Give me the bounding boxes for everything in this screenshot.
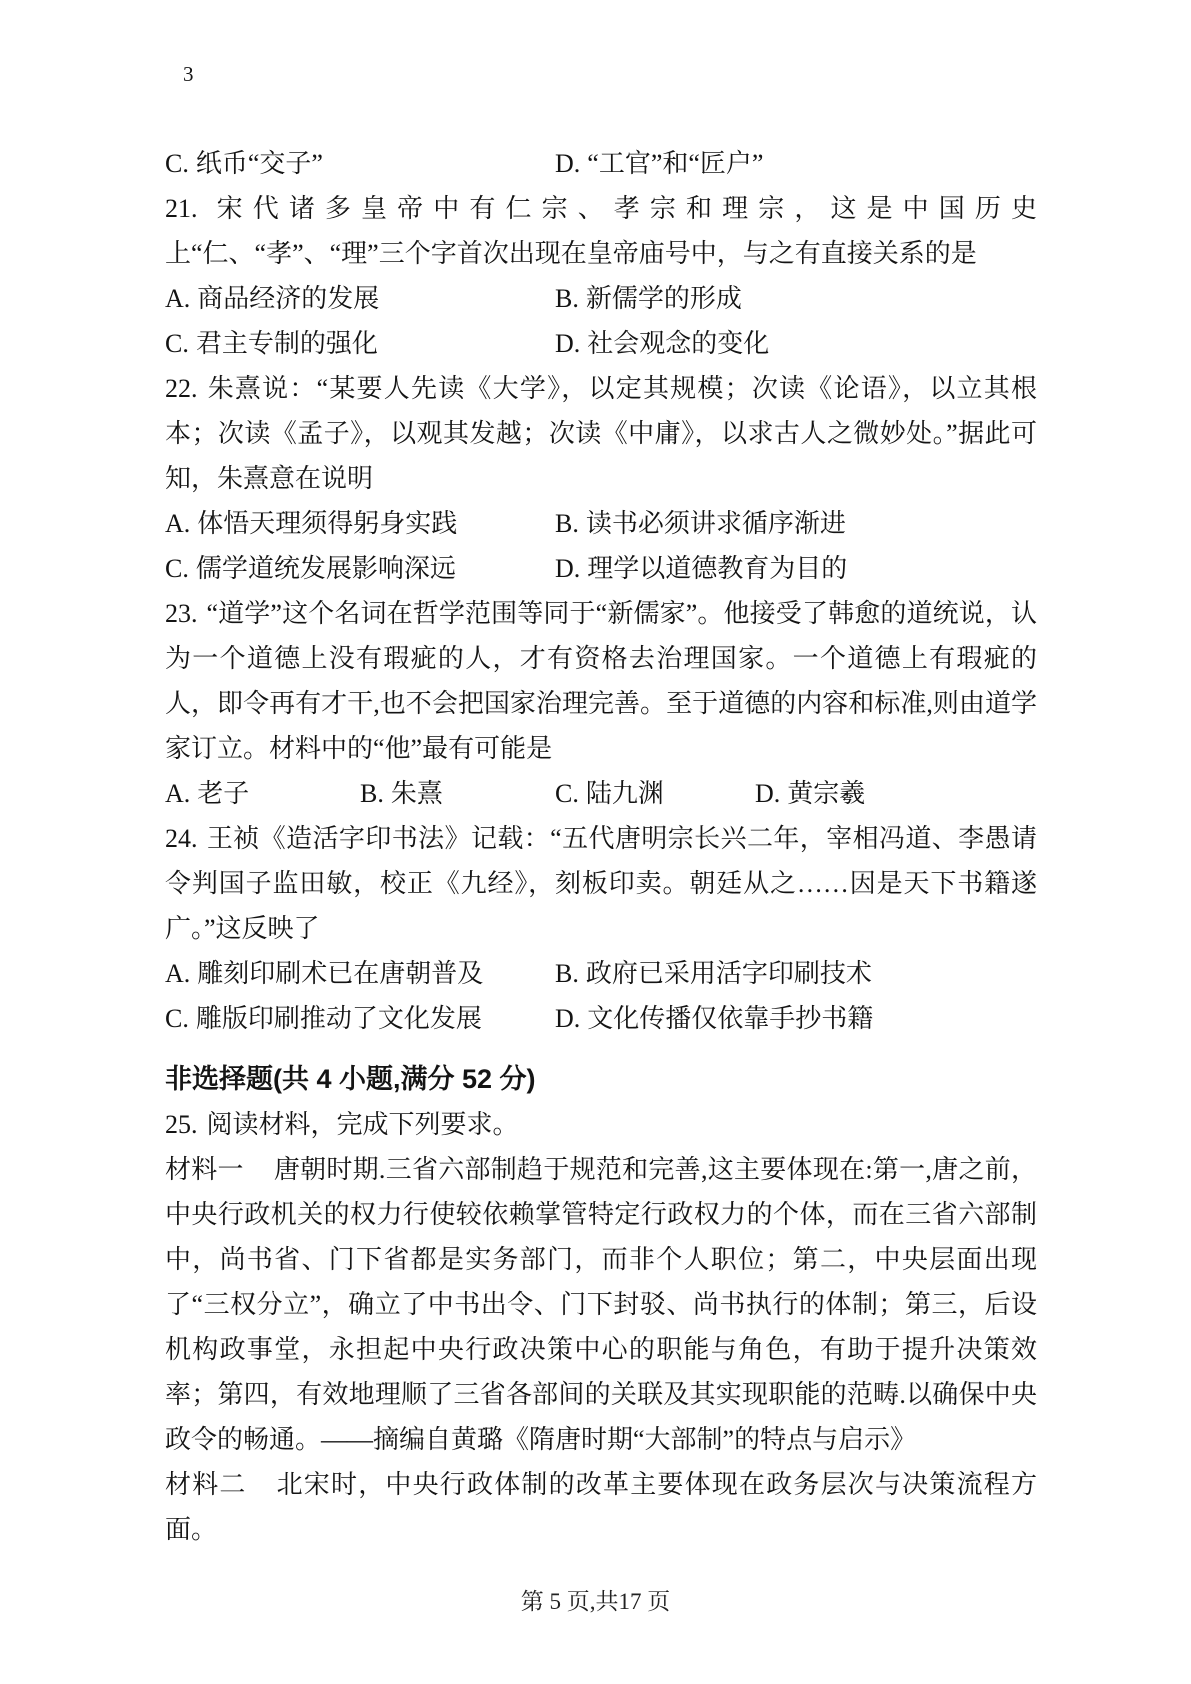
option-text: 商品经济的发展 <box>197 284 380 313</box>
option-d <box>555 141 763 186</box>
question21-options-row-cd <box>165 321 1037 366</box>
option-label: C. <box>165 149 189 178</box>
option-d <box>555 996 873 1041</box>
option-text: 新儒学的形成 <box>585 284 742 313</box>
question25-material2 <box>165 1462 1037 1552</box>
option-label: B. <box>555 284 579 313</box>
option-label: D. <box>555 554 581 583</box>
question25-material1 <box>165 1147 1037 1462</box>
option-text: 雕版印刷推动了文化发展 <box>195 1004 482 1033</box>
material2-label: 材料二 <box>165 1470 247 1499</box>
page-footer: 第 5 页,共17 页 <box>520 1589 671 1614</box>
option-label: C. <box>165 554 189 583</box>
page-margin-number: 3 <box>183 62 194 86</box>
question21-options-row-ab <box>165 276 1037 321</box>
question-number: 25. <box>165 1110 198 1139</box>
material2-text: 北宋时，中央行政体制的改革主要体现在政务层次与决策流程方面。 <box>165 1470 1037 1544</box>
option-label: D. <box>555 329 581 358</box>
question24-options-row-cd <box>165 996 1037 1041</box>
question-number: 22. <box>165 374 198 403</box>
option-b <box>555 501 846 546</box>
question21-stem <box>165 186 1037 276</box>
option-label: C. <box>165 329 189 358</box>
option-label: B. <box>555 509 579 538</box>
option-a <box>165 501 555 546</box>
question-stem-text: 王祯《造活字印书法》记载：“五代唐明宗长兴二年，宰相冯道、李愚请令判国子监田敏，校正《九经》，刻板印卖。朝廷从之……因是天下书籍遂广。”这反映了 <box>165 824 1037 943</box>
option-label: D. <box>755 779 781 808</box>
option-text: “工官”和“匠户” <box>587 149 764 178</box>
option-b <box>360 771 555 816</box>
question25-intro <box>165 1102 1037 1147</box>
option-b <box>555 951 872 996</box>
question20-options-row-cd <box>165 141 1037 186</box>
option-text: 老子 <box>197 779 250 808</box>
option-c <box>165 141 555 186</box>
option-c <box>165 546 555 591</box>
question22-options-row-ab <box>165 501 1037 546</box>
option-label: B. <box>360 779 384 808</box>
option-label: A. <box>165 509 191 538</box>
option-label: B. <box>555 959 579 988</box>
option-label: D. <box>555 149 581 178</box>
option-b <box>555 276 742 321</box>
option-c <box>555 771 755 816</box>
option-text: 政府已采用活字印刷技术 <box>585 959 872 988</box>
question-stem-text: 宋代诸多皇帝中有仁宗、孝宗和理宗，这是中国历史上“仁、“孝”、“理”三个字首次出现在皇帝庙号中，与之有直接关系的是 <box>165 194 1037 268</box>
question-number: 23. <box>165 599 198 628</box>
option-text: 纸币“交子” <box>195 149 323 178</box>
option-text: 黄宗羲 <box>787 779 866 808</box>
question23-stem <box>165 591 1037 771</box>
page-content <box>165 141 1037 1552</box>
question23-options-row <box>165 771 1037 816</box>
option-label: A. <box>165 959 191 988</box>
option-text: 理学以道德教育为目的 <box>587 554 848 583</box>
option-label: A. <box>165 284 191 313</box>
option-text: 读书必须讲求循序渐进 <box>585 509 846 538</box>
option-d <box>555 321 769 366</box>
option-text: 儒学道统发展影响深远 <box>195 554 456 583</box>
option-label: C. <box>165 1004 189 1033</box>
question22-options-row-cd <box>165 546 1037 591</box>
option-text: 文化传播仅依靠手抄书籍 <box>587 1004 874 1033</box>
question-stem-text: “道学”这个名词在哲学范围等同于“新儒家”。他接受了韩愈的道统说，认为一个道德上没有瑕疵的人，才有资格去治理国家。一个道德上有瑕疵的人，即令再有才干,也不会把国家治理完善。至于道德的内容和标准,则由道学家订立。材料中的“他”最有可能是 <box>165 599 1037 763</box>
option-text: 朱熹 <box>390 779 443 808</box>
question24-stem <box>165 816 1037 951</box>
option-label: A. <box>165 779 191 808</box>
option-text: 体悟天理须得躬身实践 <box>197 509 458 538</box>
question-intro-text: 阅读材料，完成下列要求。 <box>206 1110 519 1139</box>
option-text: 陆九渊 <box>585 779 664 808</box>
option-c <box>165 996 555 1041</box>
option-a <box>165 951 555 996</box>
question-number: 21. <box>165 194 198 223</box>
option-c <box>165 321 555 366</box>
material1-text: 唐朝时期.三省六部制趋于规范和完善,这主要体现在:第一,唐之前，中央行政机关的权力行使较依赖掌管特定行政权力的个体，而在三省六部制中，尚书省、门下省都是实务部门，而非个人职位；第二，中央层面出现了“三权分立”，确立了中书出令、门下封驳、尚书执行的体制；第三，后设机构政事堂，永担起中央行政决策中心的职能与角色，有助于提升决策效率；第四，有效地理顺了三省各部间的关联及其实现职能的范畴.以确保中央政令的畅通。——摘编自黄璐《隋唐时期“大部制”的特点与启示》 <box>165 1155 1037 1454</box>
option-a <box>165 276 555 321</box>
material1-label: 材料一 <box>165 1155 244 1184</box>
option-text: 社会观念的变化 <box>587 329 770 358</box>
option-label: D. <box>555 1004 581 1033</box>
option-text: 雕刻印刷术已在唐朝普及 <box>197 959 484 988</box>
option-a <box>165 771 360 816</box>
option-d <box>755 771 865 816</box>
option-text: 君主专制的强化 <box>195 329 378 358</box>
option-label: C. <box>555 779 579 808</box>
question24-options-row-ab <box>165 951 1037 996</box>
option-d <box>555 546 847 591</box>
question-stem-text: 朱熹说：“某要人先读《大学》，以定其规模；次读《论语》，以立其根本；次读《孟子》，以观其发越；次读《中庸》，以求古人之微妙处。”据此可知，朱熹意在说明 <box>165 374 1037 493</box>
non-choice-section-header: 非选择题(共 4 小题,满分 52 分) <box>165 1064 536 1094</box>
question-number: 24. <box>165 824 198 853</box>
question22-stem <box>165 366 1037 501</box>
